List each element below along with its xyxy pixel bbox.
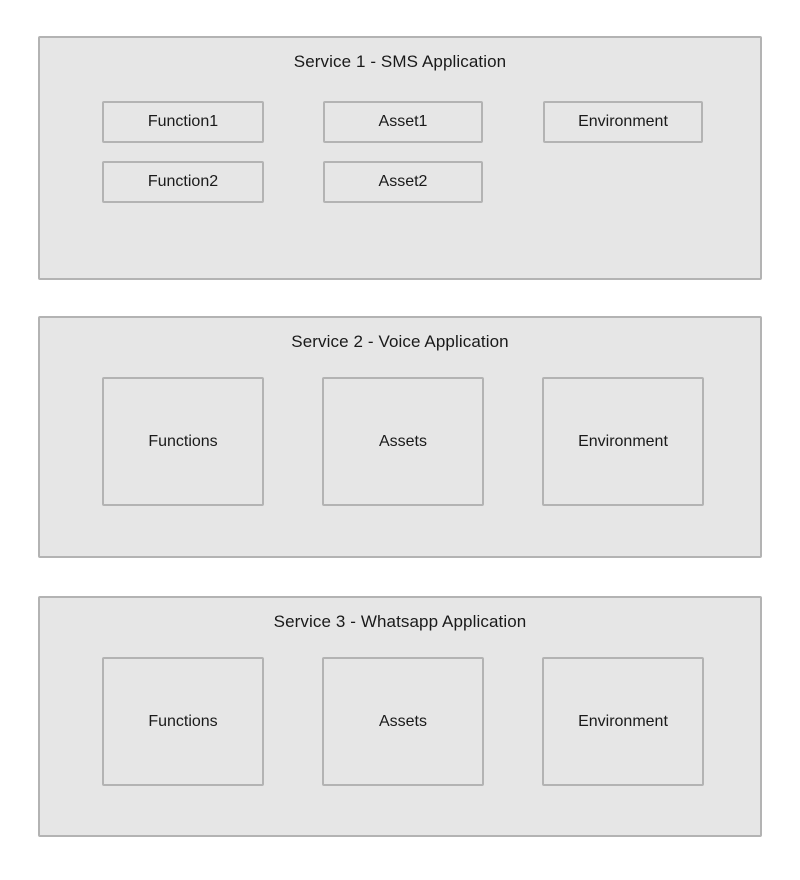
service-title-2: Service 2 - Voice Application bbox=[291, 332, 509, 351]
node-functions-2: Functions bbox=[102, 377, 264, 506]
node-function1: Function1 bbox=[102, 101, 264, 143]
node-environment-3: Environment bbox=[542, 657, 704, 786]
node-function2: Function2 bbox=[102, 161, 264, 203]
node-asset1: Asset1 bbox=[323, 101, 483, 143]
node-assets-2: Assets bbox=[322, 377, 484, 506]
node-environment-2: Environment bbox=[542, 377, 704, 506]
node-functions-3: Functions bbox=[102, 657, 264, 786]
service-title-1: Service 1 - SMS Application bbox=[293, 52, 507, 71]
service-title-3: Service 3 - Whatsapp Application bbox=[273, 612, 527, 631]
node-asset2: Asset2 bbox=[323, 161, 483, 203]
node-assets-3: Assets bbox=[322, 657, 484, 786]
service-container-3 bbox=[38, 596, 762, 837]
node-environment-1: Environment bbox=[543, 101, 703, 143]
service-container-1 bbox=[38, 36, 762, 280]
service-container-2 bbox=[38, 316, 762, 558]
